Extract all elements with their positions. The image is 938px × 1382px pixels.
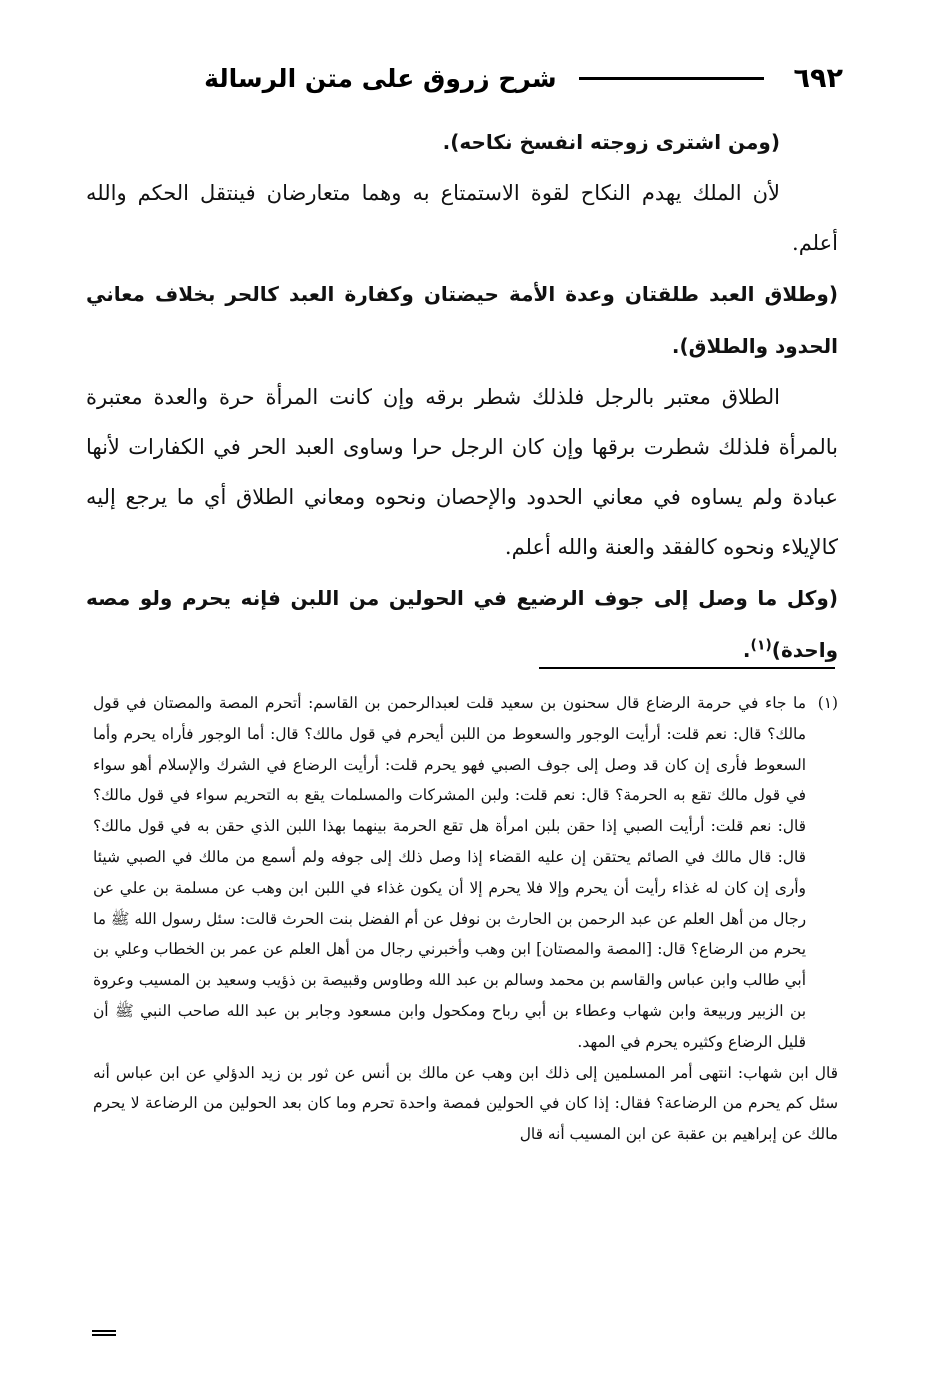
matn-paragraph: (ومن اشترى زوجته انفسخ نكاحه).: [442, 130, 780, 154]
footnote-1: [93, 688, 838, 1058]
matn-paragraph: [86, 572, 838, 676]
footnotes: [93, 688, 838, 1150]
footnote-marker: (١): [817, 694, 838, 712]
commentary-paragraph: لأن الملك يهدم النكاح لقوة الاستمتاع به وهما متعارضان فينتقل الحكم والله أعلم.: [86, 181, 838, 255]
matn-paragraph: (وطلاق العبد طلقتان وعدة الأمة حيضتان وكفارة العبد كالحر بخلاف معاني الحدود والطلاق).: [86, 282, 838, 358]
footnote-separator: [539, 667, 835, 669]
commentary-paragraph: الطلاق معتبر بالرجل فلذلك شطر برقه وإن كانت المرأة حرة والعدة معتبرة بالمرأة فلذلك شطرت برقها وإن كان الرجل حرا وساوى العبد الحر في الكفارات لأنها عبادة ولم يساوه في معاني الحدود والإحصان ونحوه ومعاني الطلاق أي ما يرجع إليه كالإيلاء ونحوه كالفقد والعنة والله أعلم.: [86, 385, 838, 559]
footnote-continuation: قال ابن شهاب: انتهى أمر المسلمين إلى ذلك ابن وهب عن مالك بن أنس عن ثور بن زيد الدؤلي عن ابن عباس أنه سئل كم يحرم من الرضاعة؟ فقال: إذا كان في الحولين فمصة واحدة تحرم وما كان بعد الحولين من الرضاعة لا يحرم مالك عن إبراهيم بن عقبة عن ابن المسيب أنه قال: [93, 1063, 838, 1144]
page-number: ٦٩٢: [793, 62, 843, 94]
matn-text: (وكل ما وصل إلى جوف الرضيع في الحولين من اللبن فإنه يحرم ولو مصه واحدة): [86, 586, 838, 662]
footnote-text: ما جاء في حرمة الرضاع قال سحنون بن سعيد قلت لعبدالرحمن بن القاسم: أتحرم المصة والمصتان في قول مالك؟ قال: نعم قلت: أرأيت الوجور والسعوط من اللبن أيحرم في قول مالك؟ قال: أما الوجور فأراه يحرم وأما السعوط فأرى إن كان قد وصل إلى جوف الصبي فهو يحرم قلت: أرأيت الرضاع في الشرك والإسلام أهو سواء في قول مالك تقع به الحرمة؟ قال: نعم قلت: ولبن المشركات والمسلمات يقع به التحريم سواء في قول مالك؟ قال: نعم قلت: أرأيت الصبي إذا حقن بلبن امرأة هل تقع الحرمة بينهما بهذا اللبن الذي حقن به في قول مالك؟ قال: قال مالك في الصائم يحتقن إن عليه القضاء إذا وصل ذلك إلى جوفه ولم أسمع من مالك في الصبي شيئا وأرى إن كان له غذاء رأيت أن يحرم وإلا فلا يحرم إلا أن يكون غذاء في اللبن ابن وهب عن مسلمة بن علي عن رجال من أهل العلم عن عبد الرحمن بن الحارث بن نوفل عن أم الفضل بنت الحرث قالت: سئل رسول الله ﷺ ما يحرم من الرضاع؟ قال: [المصة والمصتان] ابن وهب وأخبرني رجال من أهل العلم عن عمر بن الخطاب وعلي بن أبي طالب وابن عباس والقاسم بن محمد وسالم بن عبد الله وطاوس وقبيصة بن ذؤيب وسعيد بن المسيب وعروة بن الزبير وربيعة وابن شهاب وعطاء بن أبي رباح ومكحول وابن مسعود وجابر بن عبد الله صاحب النبي ﷺ أن قليل الرضاع وكثيره يحرم في المهد.: [93, 694, 807, 1051]
book-title: شرح زروق على متن الرسالة: [204, 63, 557, 93]
matn-period: .: [742, 638, 751, 662]
continuation-mark: [92, 1328, 116, 1338]
footnote-reference[interactable]: (١): [750, 637, 772, 654]
main-text: [86, 116, 838, 676]
running-header: [88, 56, 843, 100]
header-rule: [579, 77, 764, 80]
